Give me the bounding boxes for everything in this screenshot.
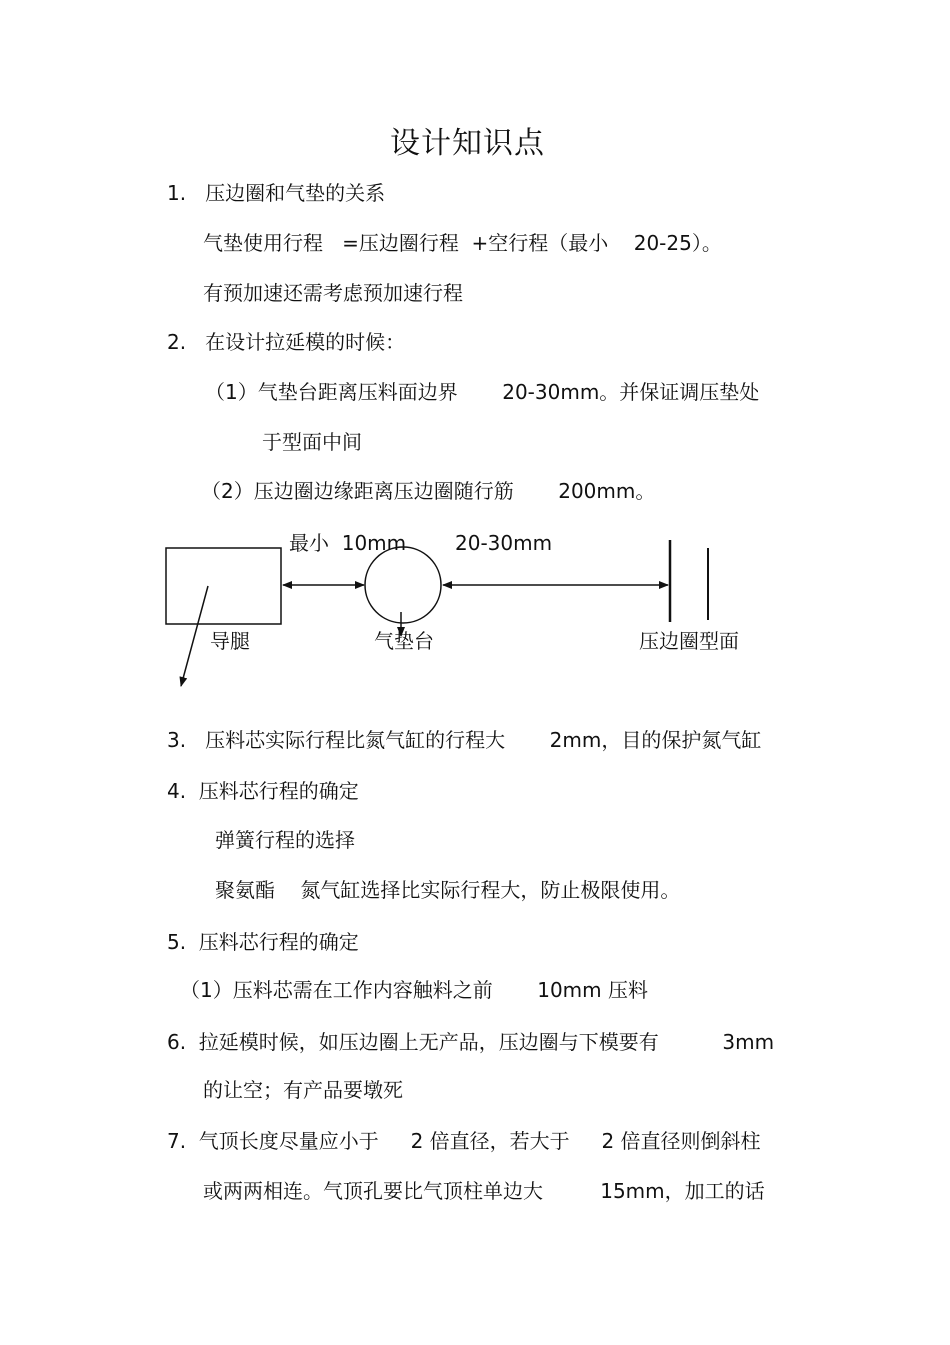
section-1-line-1: 气垫使用行程 =压边圈行程 +空行程（最小 20-25）。: [203, 231, 722, 255]
guide-block-shape: [166, 548, 281, 624]
air-cushion-label: 气垫台: [374, 629, 434, 653]
section-3-heading: 3. 压料芯实际行程比氮气缸的行程大 2mm，目的保护氮气缸: [167, 728, 762, 752]
section-4-line-1: 弹簧行程的选择: [215, 828, 355, 852]
dimension-left-label: 最小 10mm: [289, 531, 407, 555]
section-2-item-1-cont: 于型面中间: [262, 430, 362, 454]
section-4-heading: 4. 压料芯行程的确定: [167, 779, 359, 803]
dimension-right-label: 20-30mm: [455, 531, 553, 555]
section-1-line-2: 有预加速还需考虑预加速行程: [203, 281, 463, 305]
section-2-heading: 2. 在设计拉延模的时候：: [167, 330, 406, 354]
air-cushion-circle: [365, 547, 441, 623]
guide-label: 导腿: [210, 629, 250, 653]
section-7-heading: 7. 气顶长度尽量应小于 2 倍直径，若大于 2 倍直径则倒斜柱: [167, 1129, 761, 1153]
section-2-item-1: （1）气垫台距离压料面边界 20-30mm。并保证调压垫处: [205, 380, 760, 404]
section-7-line-1: 或两两相连。气顶孔要比气顶柱单边大 15mm，加工的话: [203, 1179, 765, 1203]
section-6-line-1: 的让空；有产品要墩死: [203, 1078, 403, 1102]
layout-diagram: [0, 500, 950, 700]
section-2-item-2: （2）压边圈边缘距离压边圈随行筋 200mm。: [201, 479, 656, 503]
section-5-heading: 5. 压料芯行程的确定: [167, 930, 359, 954]
document-title: 设计知识点: [390, 126, 545, 161]
binder-surface-label: 压边圈型面: [639, 629, 739, 653]
guide-leader-arrow: [181, 586, 208, 686]
section-5-item-1: （1）压料芯需在工作内容触料之前 10mm 压料: [180, 978, 648, 1002]
section-6-heading: 6. 拉延模时候，如压边圈上无产品，压边圈与下模要有 3mm: [167, 1030, 775, 1054]
section-1-heading: 1. 压边圈和气垫的关系: [167, 181, 386, 205]
section-4-line-2: 聚氨酯 氮气缸选择比实际行程大，防止极限使用。: [215, 878, 681, 902]
